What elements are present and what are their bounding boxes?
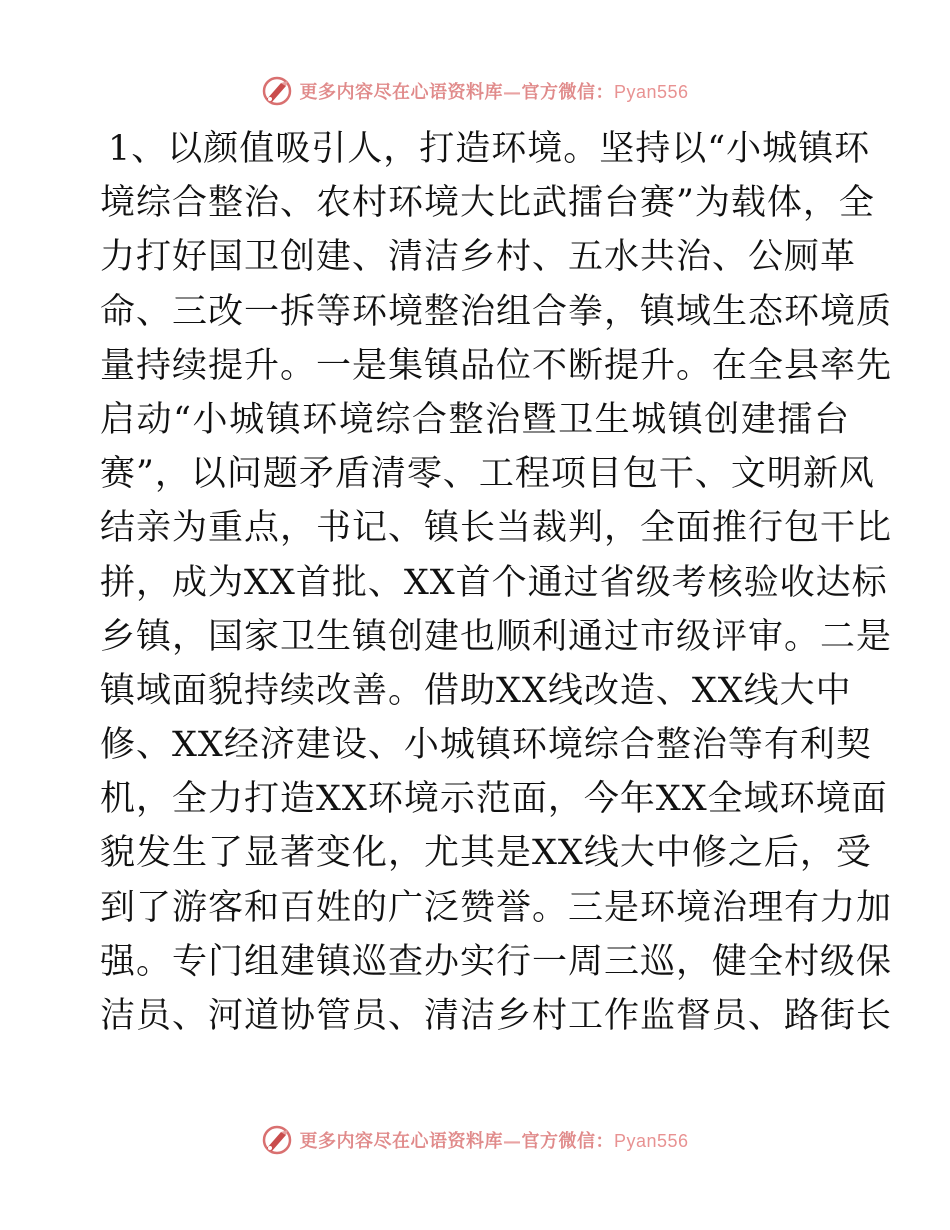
document-body	[100, 122, 893, 1043]
watermark-banner-bottom	[0, 1122, 950, 1158]
watermark-text	[299, 78, 688, 104]
text-line: 强。专门组建镇巡查办实行一周三巡，健全村级保	[100, 941, 893, 982]
watermark-separator: —	[502, 82, 522, 103]
text-line: 乡镇，国家卫生镇创建也顺利通过市级评审。二是	[100, 616, 893, 657]
text-line: 命、三改一拆等环境整治组合拳，镇域生态环境质	[100, 291, 893, 332]
text-line: 赛”，以问题矛盾清零、工程项目包干、文明新风	[100, 454, 875, 495]
watermark-contact-id: Pyan556	[613, 82, 689, 102]
text-line: 量持续提升。一是集镇品位不断提升。在全县率先	[100, 345, 893, 386]
watermark-site-text: 更多内容尽在心语资料库	[299, 82, 503, 103]
watermark-contact-label: 官方微信：	[521, 1131, 614, 1152]
watermark-contact-label: 官方微信：	[521, 82, 614, 103]
watermark-separator: —	[502, 1131, 522, 1152]
text-line: 机，全力打造XX环境示范面，今年XX全域环境面	[100, 779, 888, 820]
text-line: 镇域面貌持续改善。借助XX线改造、XX线大中	[100, 670, 852, 711]
pen-logo-icon	[261, 1124, 293, 1156]
text-line: 修、XX经济建设、小城镇环境综合整治等有利契	[100, 725, 872, 766]
text-line: 启动“小城镇环境综合整治暨卫生城镇创建擂台	[100, 399, 850, 440]
text-line: 到了游客和百姓的广泛赞誉。三是环境治理有力加	[100, 887, 893, 928]
watermark-text	[299, 1127, 688, 1153]
text-line: 洁员、河道协管员、清洁乡村工作监督员、路街长	[100, 996, 893, 1036]
watermark-contact-id: Pyan556	[613, 1131, 689, 1151]
text-line: 貌发生了显著变化，尤其是XX线大中修之后，受	[100, 833, 872, 874]
pen-logo-icon	[261, 75, 293, 107]
text-line: 力打好国卫创建、清洁乡村、五水共治、公厕革	[100, 237, 857, 278]
text-line: 结亲为重点，书记、镇长当裁判，全面推行包干比	[100, 508, 893, 549]
text-line: 1、以颜值吸引人，打造环境。坚持以“小城镇环	[108, 129, 871, 169]
watermark-site-text: 更多内容尽在心语资料库	[299, 1131, 503, 1152]
text-line: 拼，成为XX首批、XX首个通过省级考核验收达标	[100, 562, 888, 603]
watermark-banner-top	[0, 73, 950, 109]
text-line: 境综合整治、农村环境大比武擂台赛”为载体，全	[100, 183, 875, 224]
